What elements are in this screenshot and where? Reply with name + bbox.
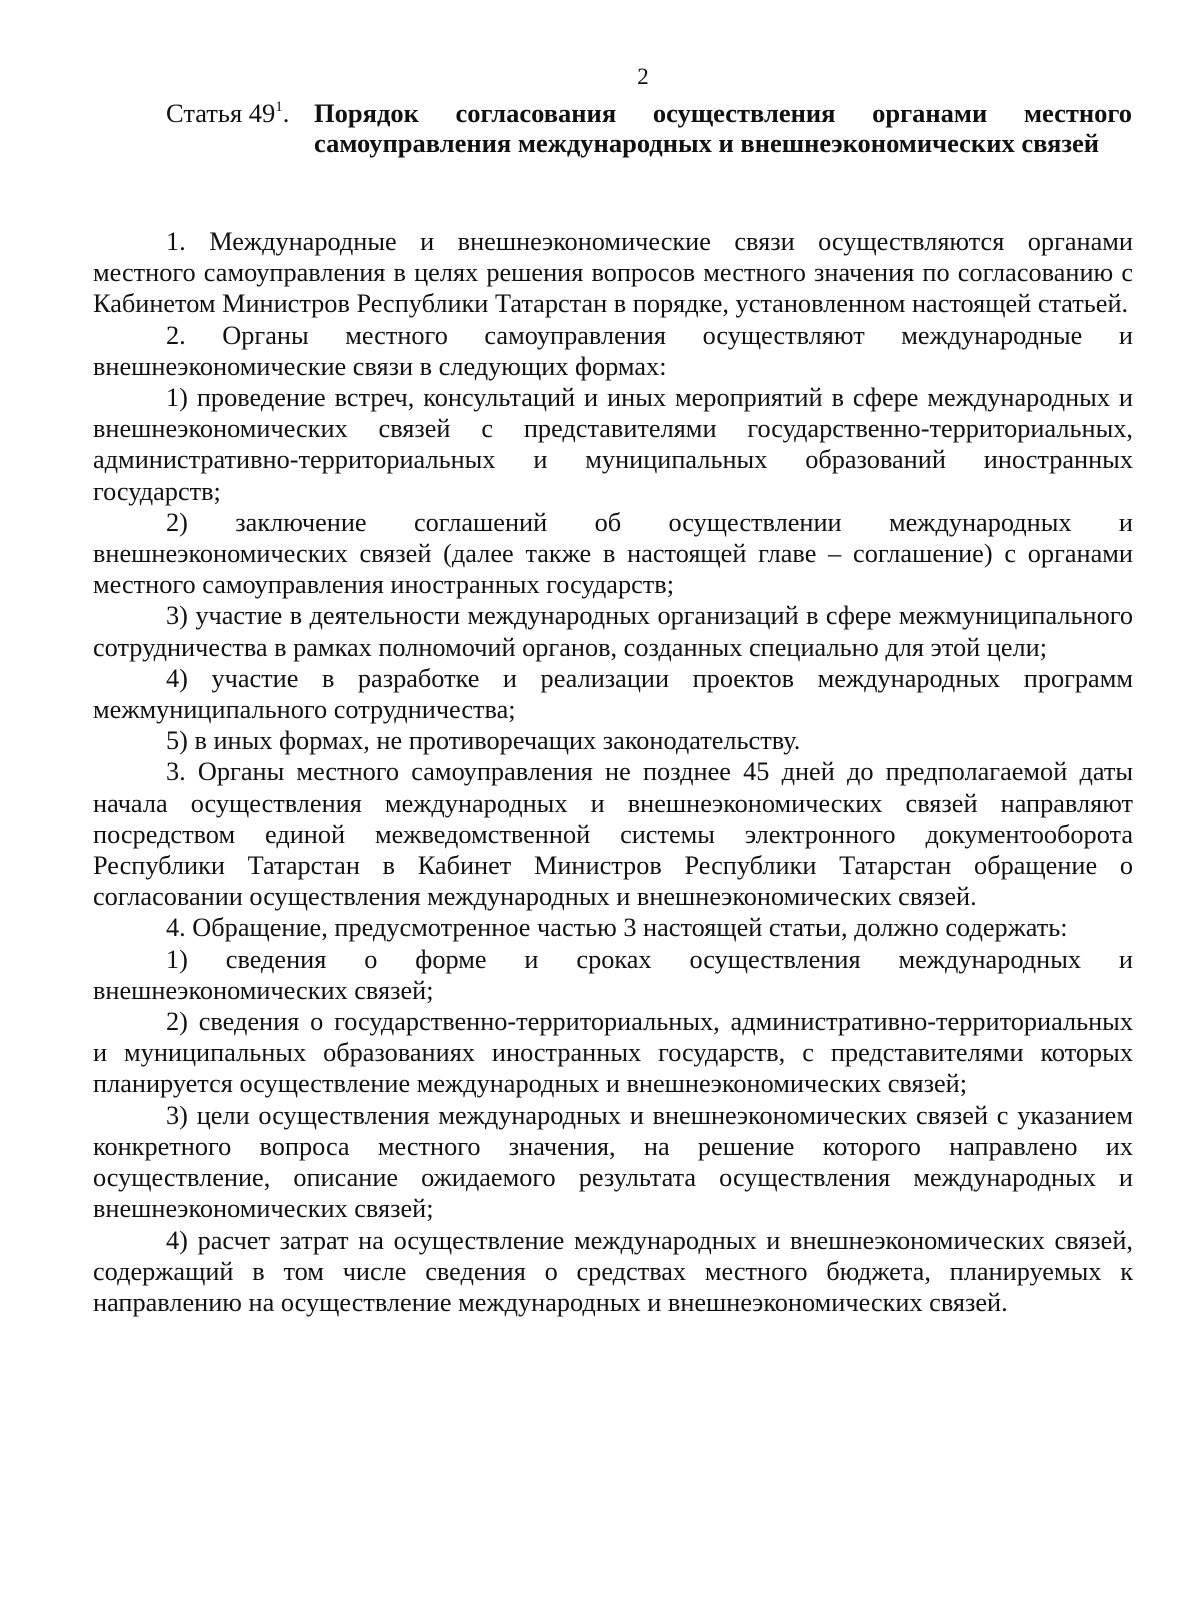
paragraph-4-item-3: 3) цели осуществления международных и внешнеэкономических связей с указанием конкретного вопроса местного значения, на решение которого направлено их осуществление, описание ожидаемого результата осуществления международных и внешнеэкономических связей; — [93, 1100, 1133, 1224]
paragraph-2-item-4: 4) участие в разработке и реализации проектов международных программ межмуниципального сотрудничества; — [93, 663, 1133, 725]
paragraph-2-item-3: 3) участие в деятельности международных организаций в сфере межмуниципального сотрудничества в рамках полномочий органов, созданных специально для этой цели; — [93, 601, 1133, 662]
page-number: 2 — [637, 64, 649, 89]
paragraph-4-item-4: 4) расчет затрат на осуществление международных и внешнеэкономических связей, содержащий в том числе сведения о средствах местного бюджета, планируемых к направлению на осуществление международных и внешнеэкономических связей. — [93, 1225, 1133, 1317]
paragraph-2: 2. Органы местного самоуправления осуществляют международные и внешнеэкономические связи в следующих формах: — [93, 320, 1133, 381]
article-label-prefix: Статья 49 — [166, 98, 276, 128]
article-label-suffix: . — [282, 98, 290, 128]
article-label-superscript: 1 — [275, 99, 283, 115]
paragraph-1: 1. Международные и внешнеэкономические связи осуществляются органами местного самоуправления в целях решения вопросов местного значения по согласованию с Кабинетом Министров Республики Татарстан в порядке, установленном настоящей статьей. — [93, 227, 1133, 319]
article-heading — [166, 98, 1132, 158]
paragraph-4: 4. Обращение, предусмотренное частью 3 настоящей статьи, должно содержать: — [166, 913, 1068, 943]
paragraph-2-item-2: 2) заключение соглашений об осуществлении международных и внешнеэкономических связей (далее также в настоящей главе – соглашение) с органами местного самоуправления иностранных государств; — [93, 507, 1133, 600]
paragraph-4-item-1: 1) сведения о форме и сроках осуществления международных и внешнеэкономических связей; — [93, 944, 1133, 1005]
paragraph-3: 3. Органы местного самоуправления не позднее 45 дней до предполагаемой даты начала осуществления международных и внешнеэкономических связей направляют посредством единой межведомственной системы электронного документооборота Республики Татарстан в Кабинет Министров Республики Татарстан обращение о согласовании осуществления международных и внешнеэкономических связей. — [93, 757, 1133, 912]
article-body — [93, 226, 1133, 1318]
paragraph-4-item-2: 2) сведения о государственно-территориальных, административно-территориальных и муниципальных образованиях иностранных государств, с представителями которых планируется осуществление международных и внешнеэкономических связей; — [93, 1007, 1133, 1099]
paragraph-2-item-5: 5) в иных формах, не противоречащих законодательству. — [166, 726, 801, 756]
article-title: Порядок согласования осуществления органами местного самоуправления международных и внешнеэкономических связей — [314, 98, 1132, 158]
paragraph-2-item-1: 1) проведение встреч, консультаций и иных мероприятий в сфере международных и внешнеэкономических связей с представителями государственно-территориальных, административно-территориальных и муниципальных образований иностранных государств; — [93, 383, 1133, 506]
article-label — [166, 98, 289, 128]
